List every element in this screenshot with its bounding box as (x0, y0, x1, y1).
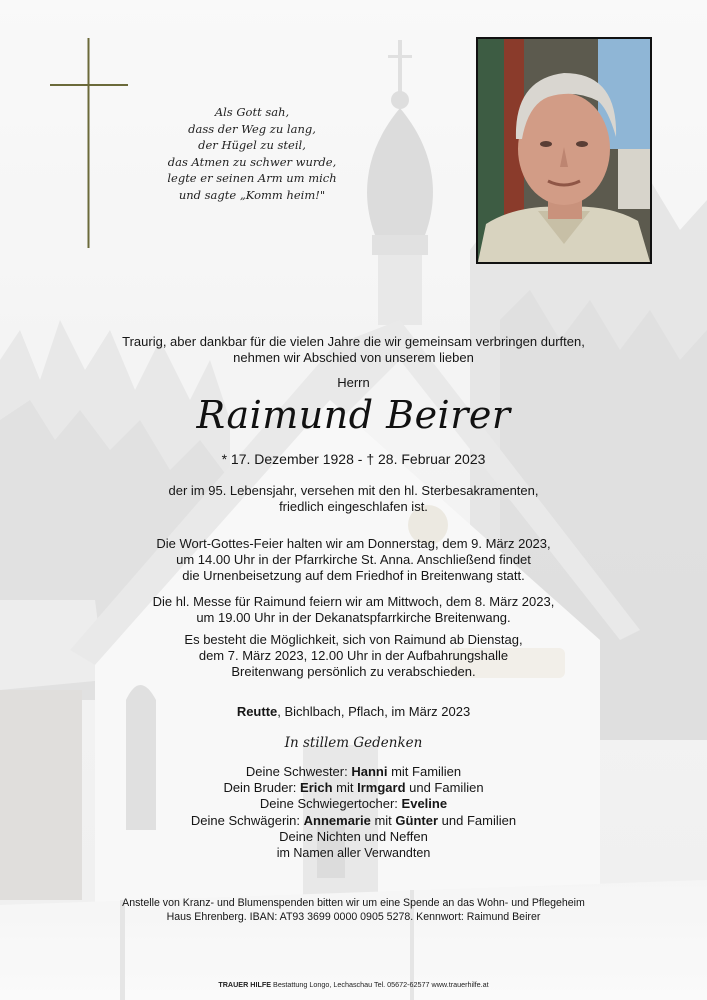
funeral-home-footer (0, 980, 707, 989)
family-daughter-in-law (60, 796, 647, 812)
family-label: Dein Bruder: (223, 780, 301, 796)
salutation: Herrn (337, 375, 370, 390)
intro-line: Traurig, aber dankbar für die vielen Jahre die wir gemeinsam verbringen durften, (122, 334, 585, 349)
portrait-image (478, 39, 650, 262)
portrait-photo (476, 37, 652, 264)
family-sister-in-law (60, 813, 647, 829)
passing-text (60, 483, 647, 515)
mourning-title: In stillem Gedenken (284, 735, 423, 751)
intro-text (60, 334, 647, 366)
holy-mass-text (60, 594, 647, 626)
poem-line: der Hügel zu steil, (198, 138, 306, 152)
places-date (60, 704, 647, 720)
family-label: Deine Schwägerin: (190, 812, 304, 828)
family-name: Annemarie (303, 812, 371, 828)
donation-note (60, 896, 647, 924)
family-label: Deine Schwester: (245, 764, 352, 779)
family-connector: mit (370, 812, 396, 828)
family-rest: und Familien (405, 780, 484, 796)
service-line: Die Wort-Gottes-Feier halten wir am Donnerstag, dem 9. März 2023, (156, 536, 551, 551)
poem-line: und sagte „Komm heim!" (178, 187, 326, 202)
farewell-line: Es besteht die Möglichkeit, sich von Raimund ab Dienstag, (184, 632, 523, 647)
family-rest: mit Familien (387, 764, 462, 779)
funeral-service-text (60, 536, 647, 585)
life-dates: * 17. Dezember 1928 - † 28. Februar 2023 (221, 451, 486, 467)
family-name: Hanni (351, 764, 388, 779)
farewell-text (60, 632, 647, 681)
footer-brand: TRAUER HILFE (218, 980, 272, 989)
family-list (60, 764, 647, 861)
service-line: die Urnenbeisetzung auf dem Friedhof in Breitenwang statt. (182, 568, 525, 584)
poem-line: legte er seinen Arm um mich (167, 171, 337, 185)
deceased-name: Raimund Beirer (196, 393, 511, 437)
memorial-poem (140, 104, 364, 203)
family-name: Eveline (401, 796, 448, 812)
passing-line: friedlich eingeschlafen ist. (279, 499, 428, 515)
poem-line: dass der Weg zu lang, (188, 121, 316, 136)
farewell-line: Breitenwang persönlich zu verabschieden. (231, 664, 476, 680)
family-sister (60, 764, 647, 780)
family-name: Erich (300, 780, 333, 796)
poem-line: Als Gott sah, (214, 105, 290, 119)
service-line: um 14.00 Uhr in der Pfarrkirche St. Anna. Anschließend findet (176, 552, 531, 568)
family-name: Günter (395, 812, 439, 828)
family-name: Irmgard (357, 780, 406, 796)
cross-icon (50, 38, 128, 248)
family-rest: und Familien (438, 812, 517, 828)
footer-text: Bestattung Longo, Lechaschau Tel. 05672-62577 www.trauerhilfe.at (271, 980, 489, 989)
family-nieces: Deine Nichten und Neffen (279, 828, 428, 844)
passing-line: der im 95. Lebensjahr, versehen mit den hl. Sterbesakramenten, (168, 483, 539, 498)
donation-line: Anstelle von Kranz- und Blumenspenden bitten wir um eine Spende an das Wohn- und Pflegeheim (122, 897, 585, 909)
donation-line: Haus Ehrenberg. IBAN: AT93 3699 0000 0905 5278. Kennwort: Raimund Beirer (166, 911, 541, 923)
mass-line: um 19.00 Uhr in der Dekanatspfarrkirche Breitenwang. (196, 610, 511, 626)
family-label: Deine Schwiegertocher: (259, 796, 402, 812)
family-brother (60, 780, 647, 796)
mass-line: Die hl. Messe für Raimund feiern wir am Mittwoch, dem 8. März 2023, (152, 594, 555, 609)
intro-line: nehmen wir Abschied von unserem lieben (233, 350, 474, 366)
family-relatives: im Namen aller Verwandten (276, 846, 431, 861)
family-connector: mit (332, 780, 358, 796)
places-rest: , Bichlbach, Pflach, im März 2023 (277, 704, 471, 719)
place-main: Reutte (236, 704, 278, 719)
poem-line: das Atmen zu schwer wurde, (167, 154, 337, 169)
farewell-line: dem 7. März 2023, 12.00 Uhr in der Aufbahrungshalle (198, 648, 509, 664)
